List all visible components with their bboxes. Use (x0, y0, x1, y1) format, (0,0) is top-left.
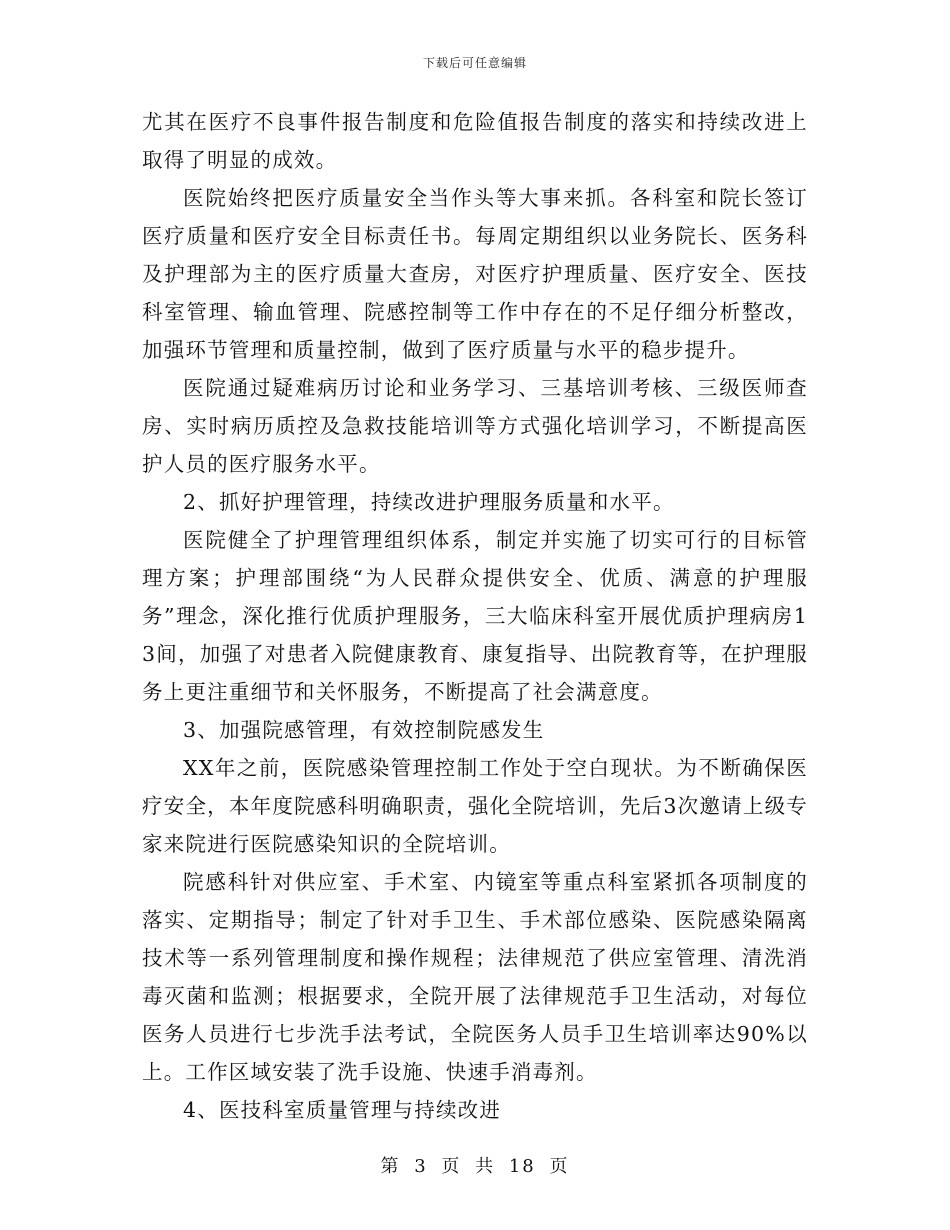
page-number-footer: 第 3 页 共 18 页 (380, 1156, 570, 1177)
section-heading-3: 3、加强院感管理，有效控制院感发生 (183, 718, 545, 742)
section-heading-2: 2、抓好护理管理，持续改进护理服务质量和水平。 (183, 490, 675, 514)
paragraph-1: 尤其在医疗不良事件报告制度和危险值报告制度的落实和持续改进上取得了明显的成效。 (142, 110, 808, 172)
paragraph-5: XX年之前，医院感染管理控制工作处于空白现状。为不断确保医疗安全，本年度院感科明确职责，强化全院培训，先后3次邀请上级专家来院进行医院感染知识的全院培训。 (142, 756, 808, 856)
paragraph-2: 医院始终把医疗质量安全当作头等大事来抓。各科室和院长签订医疗质量和医疗安全目标责任书。每周定期组织以业务院长、医务科及护理部为主的医疗质量大查房，对医疗护理质量、医疗安全、医技科室管理、输血管理、院感控制等工作中存在的不足仔细分析整改，加强环节管理和质量控制，做到了医疗质量与水平的稳步提升。 (142, 186, 808, 362)
paragraph-3: 医院通过疑难病历讨论和业务学习、三基培训考核、三级医师查房、实时病历质控及急救技能培训等方式强化培训学习，不断提高医护人员的医疗服务水平。 (142, 376, 808, 476)
section-heading-4: 4、医技科室质量管理与持续改进 (183, 1098, 502, 1122)
paragraph-4: 医院健全了护理管理组织体系，制定并实施了切实可行的目标管理方案；护理部围绕“为人民群众提供安全、优质、满意的护理服务”理念，深化推行优质护理服务，三大临床科室开展优质护理病房13间，加强了对患者入院健康教育、康复指导、出院教育等，在护理服务上更注重细节和关怀服务，不断提高了社会满意度。 (142, 528, 808, 704)
page-header: 下载后可任意编辑 (422, 56, 527, 70)
document-body (142, 103, 808, 1129)
paragraph-6: 院感科针对供应室、手术室、内镜室等重点科室紧抓各项制度的落实、定期指导；制定了针对手卫生、手术部位感染、医院感染隔离技术等一系列管理制度和操作规程；法律规范了供应室管理、清洗消毒灭菌和监测；根据要求，全院开展了法律规范手卫生活动，对每位医务人员进行七步洗手法考试，全院医务人员手卫生培训率达90%以上。工作区域安装了洗手设施、快速手消毒剂。 (142, 870, 808, 1084)
